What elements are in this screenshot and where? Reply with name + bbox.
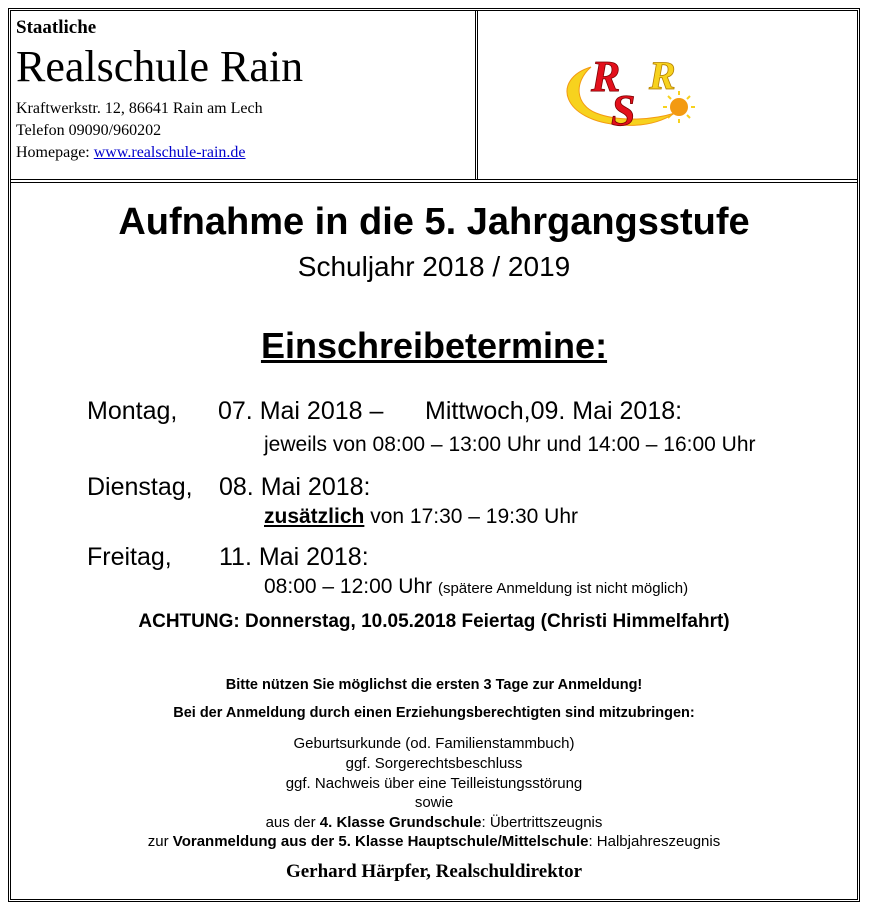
date-3-day: Freitag, [87,543,172,571]
school-name: Realschule Rain [16,42,304,91]
school-type: Staatliche [16,17,97,38]
date-3-detail-note: (spätere Anmeldung ist nicht möglich) [437,580,689,597]
date-1-date: 07. Mai 2018 – [218,397,384,425]
signature: Gerhard Härpfer, Realschuldirektor [285,861,583,882]
holiday-notice: ACHTUNG: Donnerstag, 10.05.2018 Feiertag (Christi Himmelfahrt) [138,611,730,632]
date-3-detail [264,575,688,599]
school-info [11,11,478,179]
school-logo [551,39,701,139]
date-3-date: 11. Mai 2018: [219,543,369,571]
document-item: Geburtsurkunde (od. Familienstammbuch) [293,735,575,752]
homepage-label: Homepage: [16,144,94,161]
date-2-detail-time: von 17:30 – 19:30 Uhr [364,505,579,528]
page-title: Aufnahme in die 5. Jahrgangsstufe [118,201,750,243]
date-2-detail-emphasis: zusätzlich [264,505,365,528]
registration-hint: Bitte nützen Sie möglichst die ersten 3 Tage zur Anmeldung! [225,677,643,693]
date-1-detail: jeweils von 08:00 – 13:00 Uhr und 14:00 – 16:00 Uhr [264,433,756,456]
document-item: sowie [414,794,454,811]
school-homepage [16,143,246,163]
page-frame [8,8,860,902]
document-item: ggf. Nachweis über eine Teilleistungsstörung [285,775,583,792]
document-item: ggf. Sorgerechtsbeschluss [345,755,523,772]
date-3-detail-time: 08:00 – 12:00 Uhr [264,575,438,598]
logo-letter-r1: R [591,52,621,101]
homepage-link[interactable]: www.realschule-rain.de [93,144,246,161]
school-address: Kraftwerkstr. 12, 86641 Rain am Lech [16,100,263,117]
date-2-day: Dienstag, [87,473,193,501]
document-item-hauptschule: zur Voranmeldung aus der 5. Klasse Hauptschule/Mittelschule: Halbjahreszeugnis [147,833,721,850]
documents-intro: Bei der Anmeldung durch einen Erziehungsberechtigten sind mitzubringen: [173,705,695,721]
logo-letter-r2: R [649,53,676,98]
letterhead [11,11,857,183]
date-2-date: 08. Mai 2018: [219,473,371,501]
school-phone: Telefon 09090/960202 [16,122,162,139]
date-1-day: Montag, [87,397,178,425]
school-year: Schuljahr 2018 / 2019 [297,251,571,282]
document-item-grundschule: aus der 4. Klasse Grundschule: Übertrittszeugnis [265,814,603,831]
date-2-detail [264,505,578,529]
logo-letter-s: S [611,86,636,135]
section-title: Einschreibetermine: [260,325,608,366]
date-1-end: Mittwoch,09. Mai 2018: [425,397,683,425]
